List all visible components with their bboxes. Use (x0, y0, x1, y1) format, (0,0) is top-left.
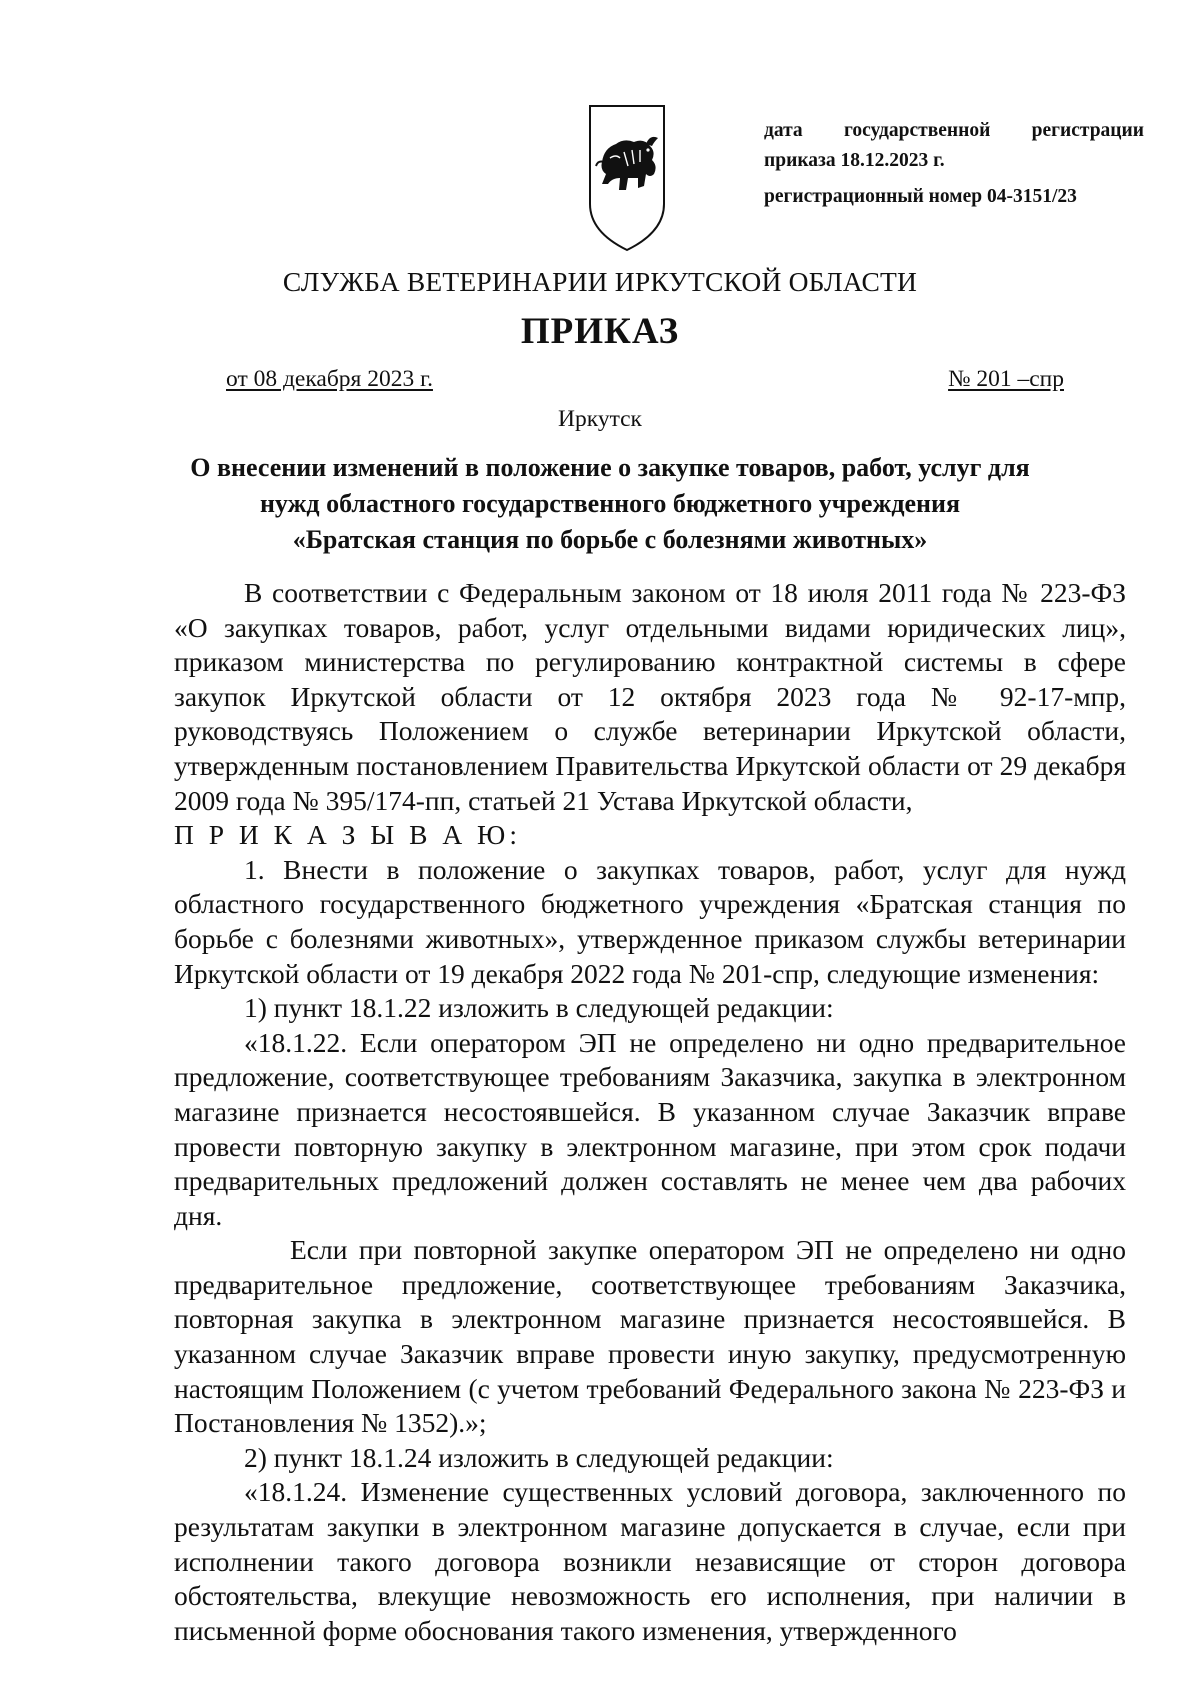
document-body (174, 576, 1126, 1648)
subitem-2-heading: 2) пункт 18.1.24 изложить в следующей редакции: (244, 1441, 834, 1473)
order-number: № 201 –спр (948, 366, 1064, 392)
quote-18-1-22-continuation: Если при повторной закупке оператором ЭП не определено ни одно предварительное предложение, соответствующее требованиям Заказчика, повторная закупка в электронном магазине признается несостоявшейся. В указанном случае Заказчик вправе провести иную закупку, предусмотренную настоящим Положением (с учетом требований Федерального закона № 223-ФЗ и Постановления № 1352).»; (174, 1234, 1126, 1439)
subitem-1-heading: 1) пункт 18.1.22 изложить в следующей редакции: (244, 992, 834, 1024)
agency-name: СЛУЖБА ВЕТЕРИНАРИИ ИРКУТСКОЙ ОБЛАСТИ (282, 266, 918, 297)
registration-date-label: дата государственной регистрации (764, 120, 1144, 141)
registration-date-value: приказа 18.12.2023 г. (764, 150, 945, 171)
item-1-paragraph: 1. Внести в положение о закупках товаров, работ, услуг для нужд областного государственного бюджетного учреждения «Братская станция по борьбе с болезнями животных», утвержденное приказом службы ветеринарии Иркутской области от 19 декабря 2022 года № 201-спр, следующие изменения: (174, 853, 1126, 989)
quote-18-1-24-paragraph: «18.1.24. Изменение существенных условий договора, заключенного по результатам закупки в электронном магазине допускается в случае, если при исполнении такого договора возникли независящие от сторон договора обстоятельства, влекущие невозможность его исполнения, при наличии в письменной форме обоснования такого изменения, утвержденного (174, 1476, 1126, 1646)
document-type: ПРИКАЗ (520, 311, 680, 352)
preamble-paragraph: В соответствии с Федеральным законом от 18 июля 2011 года № 223-ФЗ «О закупках товаров, работ, услуг отдельными видами юридических лиц», приказом министерства по регулированию контрактной системы в сфере закупок Иркутской области от 12 октября 2023 года № 92-17-мпр, руководствуясь Положением о службе ветеринарии Иркутской области, утвержденным постановлением Правительства Иркутской области от 29 декабря 2009 года № 395/174-пп, статьей 21 Устава Иркутской области, (174, 577, 1126, 816)
order-date: от 08 декабря 2023 г. (226, 366, 433, 392)
title-line: нужд областного государственного бюджетного учреждения (259, 489, 961, 518)
title-line: «Братская станция по борьбе с болезнями животных» (292, 525, 928, 554)
coat-of-arms-emblem (588, 104, 666, 254)
order-word: П Р И К А З Ы В А Ю: (174, 819, 521, 851)
order-city: Иркутск (558, 406, 642, 432)
quote-18-1-22-paragraph: «18.1.22. Если оператором ЭП не определено ни одно предварительное предложение, соответствующее требованиям Заказчика, закупка в электронном магазине признается несостоявшейся. В указанном случае Заказчик вправе провести повторную закупку в электронном магазине, при этом срок подачи предварительных предложений должен составлять не менее чем два рабочих дня. (174, 1026, 1126, 1231)
registration-number: регистрационный номер 04-3151/23 (764, 186, 1077, 207)
title-line: О внесении изменений в положение о закупке товаров, работ, услуг для (190, 453, 1030, 482)
document-title (140, 450, 1080, 558)
registration-block (764, 116, 1144, 212)
